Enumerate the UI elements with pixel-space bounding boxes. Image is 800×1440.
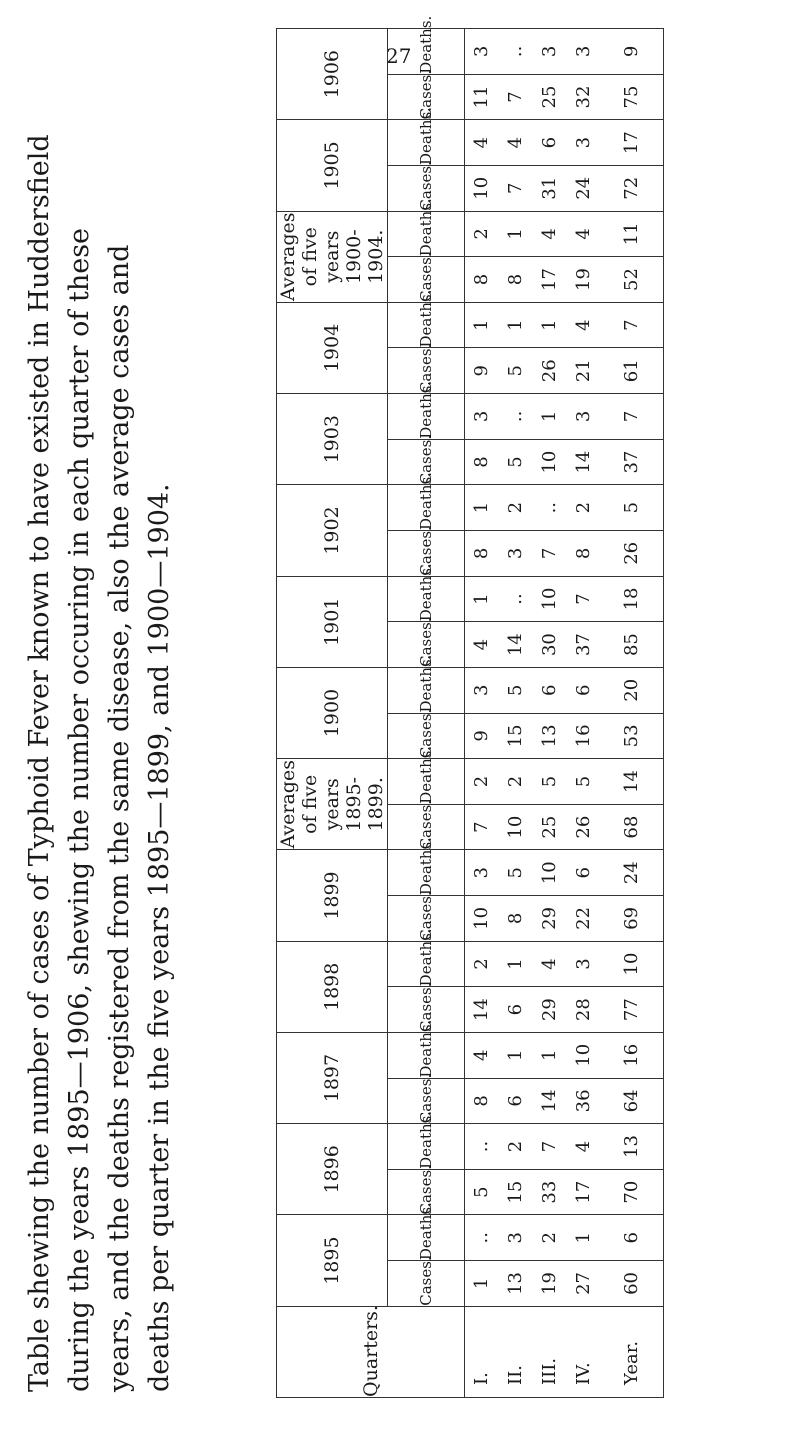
cases-values: [465, 987, 664, 1033]
cases-header: Cases.: [388, 1078, 465, 1124]
cases-value: 6: [505, 1003, 526, 1016]
deaths-value: ..: [539, 501, 560, 514]
deaths-values: [465, 576, 664, 622]
cases-header: Cases.: [388, 804, 465, 850]
cases-value: 8: [505, 273, 526, 286]
deaths-header: Deaths.: [388, 1124, 465, 1170]
cases-value: 9: [471, 365, 492, 377]
deaths-value: 1: [573, 1232, 594, 1244]
table-caption: [20, 92, 180, 1392]
deaths-values: [465, 1215, 664, 1261]
cases-values: [465, 713, 664, 759]
deaths-total: 13: [621, 1135, 642, 1158]
deaths-value: ..: [471, 1140, 492, 1153]
year-header-row: [277, 29, 388, 1398]
cases-value: 24: [573, 176, 594, 200]
cases-values: [465, 439, 664, 485]
deaths-value: 7: [539, 1140, 560, 1153]
cases-header: Cases.: [388, 622, 465, 668]
deaths-value: 1: [505, 228, 526, 240]
cases-values: [465, 1169, 664, 1215]
cases-value: 26: [539, 359, 560, 383]
deaths-value: 1: [539, 1049, 560, 1061]
cases-value: 7: [505, 91, 526, 103]
year-header: 1901: [277, 576, 388, 667]
deaths-value: 3: [573, 410, 594, 423]
deaths-values: [465, 302, 664, 348]
year-header: 1899: [277, 850, 388, 941]
deaths-value: 1: [539, 319, 560, 331]
cases-header: Cases.: [388, 257, 465, 303]
cases-value: 28: [573, 998, 594, 1022]
cases-value: 1: [471, 1277, 492, 1290]
deaths-values: [465, 759, 664, 805]
deaths-total: 11: [621, 222, 642, 246]
deaths-header: Deaths.: [388, 667, 465, 713]
deaths-value: 4: [573, 319, 594, 331]
quarters-header: Quarters.: [277, 1306, 465, 1397]
cases-header: Cases.: [388, 165, 465, 211]
deaths-header: Deaths.: [388, 1032, 465, 1078]
deaths-total: 17: [621, 131, 642, 155]
cases-total: 75: [621, 85, 642, 109]
deaths-value: 4: [471, 1049, 492, 1061]
deaths-value: 4: [573, 228, 594, 240]
deaths-values: [465, 850, 664, 896]
cases-value: 4: [471, 638, 492, 651]
cases-value: 33: [539, 1180, 560, 1204]
cases-value: 15: [505, 1180, 526, 1204]
cases-value: 17: [573, 1180, 594, 1204]
cases-values: [465, 74, 664, 120]
deaths-value: 6: [573, 867, 594, 879]
cases-value: 14: [505, 633, 526, 657]
cases-value: 5: [505, 456, 526, 468]
cases-header: Cases.: [388, 1169, 465, 1215]
cases-value: 13: [505, 1271, 526, 1295]
cases-value: 7: [505, 182, 526, 195]
typhoid-table: [276, 15, 664, 1398]
cases-header: Cases.: [388, 531, 465, 577]
deaths-total: 18: [621, 587, 642, 611]
cases-value: 21: [573, 359, 594, 383]
deaths-value: 3: [471, 410, 492, 423]
cases-value: 19: [573, 268, 594, 291]
deaths-value: 2: [505, 775, 526, 788]
deaths-value: 1: [505, 319, 526, 331]
year-header: Averages of five years 1900-1904.: [277, 212, 387, 301]
deaths-value: 5: [539, 775, 560, 788]
cases-values: [465, 165, 664, 211]
deaths-header: Deaths.: [388, 485, 465, 531]
deaths-value: 4: [471, 136, 492, 149]
deaths-value: ..: [505, 45, 526, 58]
cases-value: 25: [539, 815, 560, 839]
year-header: 1906: [277, 29, 388, 120]
page-number: 27: [386, 44, 412, 68]
cases-values: [465, 622, 664, 668]
cases-value: 29: [539, 906, 560, 930]
cases-value: 36: [573, 1089, 594, 1113]
cases-header: Cases.: [388, 713, 465, 759]
cases-header: Cases.: [388, 439, 465, 485]
deaths-total: 10: [621, 952, 642, 976]
cases-value: 8: [471, 1095, 492, 1107]
deaths-value: 3: [573, 136, 594, 149]
quarter-label: IV.: [573, 1362, 594, 1385]
year-header: 1905: [277, 120, 388, 211]
cases-value: 14: [573, 450, 594, 474]
year-header: 1900: [277, 667, 388, 758]
deaths-values: [465, 1124, 664, 1170]
deaths-total: 7: [621, 410, 642, 423]
cases-total: 37: [621, 450, 642, 474]
cases-total: 26: [621, 541, 642, 565]
deaths-values: [465, 120, 664, 166]
cases-header: Cases.: [388, 74, 465, 120]
cases-values: [465, 896, 664, 942]
caption-line: Table shewing the number of cases of Typhoid Fever known to have existed in Huddersfield: [24, 134, 55, 1392]
deaths-value: 7: [573, 593, 594, 605]
cases-value: 3: [505, 547, 526, 560]
deaths-value: 2: [505, 501, 526, 514]
cases-total: 72: [621, 176, 642, 200]
deaths-value: 5: [505, 867, 526, 879]
deaths-value: 1: [471, 319, 492, 331]
cases-total: 69: [621, 906, 642, 930]
deaths-value: 2: [471, 958, 492, 970]
year-header: 1897: [277, 1032, 388, 1123]
deaths-values: [465, 29, 664, 75]
deaths-header: Deaths.: [388, 120, 465, 166]
deaths-total: 9: [621, 45, 642, 58]
cases-header: Cases.: [388, 348, 465, 394]
cases-values: [465, 1261, 664, 1307]
caption-line: during the years 1895—1906, shewing the number occuring in each quarter of these: [64, 227, 95, 1392]
deaths-value: 10: [573, 1043, 594, 1067]
deaths-value: 3: [539, 45, 560, 58]
deaths-value: ..: [505, 410, 526, 423]
cases-value: 11: [471, 85, 492, 109]
deaths-values: [465, 941, 664, 987]
cases-value: 16: [573, 724, 594, 748]
deaths-total: 24: [621, 861, 642, 885]
cases-value: 26: [573, 815, 594, 839]
cases-total: 85: [621, 633, 642, 657]
quarters-row: [465, 29, 664, 1398]
cases-value: 10: [505, 815, 526, 839]
cases-total: 61: [621, 359, 642, 383]
year-total-label: Year.: [621, 1340, 642, 1385]
cases-value: 7: [471, 821, 492, 833]
deaths-header: Deaths.: [388, 394, 465, 440]
deaths-value: 1: [471, 593, 492, 605]
deaths-value: 1: [505, 1049, 526, 1061]
cases-total: 64: [621, 1089, 642, 1113]
cases-value: 9: [471, 730, 492, 742]
deaths-total: 5: [621, 501, 642, 514]
deaths-value: 5: [573, 775, 594, 788]
deaths-value: 1: [505, 958, 526, 970]
cases-value: 32: [573, 85, 594, 109]
deaths-values: [465, 394, 664, 440]
cases-total: 70: [621, 1180, 642, 1204]
cases-value: 27: [573, 1271, 594, 1295]
deaths-value: 3: [471, 867, 492, 879]
quarter-label: II.: [505, 1365, 526, 1385]
deaths-header: Deaths.: [388, 759, 465, 805]
quarter-label: III.: [539, 1357, 560, 1385]
cases-value: 25: [539, 85, 560, 109]
cases-value: 10: [471, 906, 492, 930]
caption-line: years, and the deaths registered from the same disease, also the average cases and: [104, 244, 135, 1392]
deaths-header: Deaths.: [388, 211, 465, 257]
deaths-value: 6: [539, 684, 560, 696]
cases-value: 14: [471, 998, 492, 1022]
deaths-value: 6: [539, 136, 560, 149]
cases-value: 13: [539, 724, 560, 748]
deaths-value: ..: [505, 593, 526, 605]
cases-values: [465, 348, 664, 394]
cases-total: 77: [621, 998, 642, 1022]
deaths-values: [465, 485, 664, 531]
deaths-value: 4: [505, 136, 526, 149]
caption-line: deaths per quarter in the five years 1895—1899, and 1900—1904.: [144, 483, 175, 1392]
deaths-value: 3: [505, 1232, 526, 1244]
cases-values: [465, 257, 664, 303]
year-header: 1896: [277, 1124, 388, 1215]
cases-values: [465, 1078, 664, 1124]
deaths-value: ..: [471, 1232, 492, 1244]
cases-value: 31: [539, 176, 560, 200]
cases-value: 8: [471, 273, 492, 286]
cases-total: 68: [621, 815, 642, 839]
cases-value: 19: [539, 1271, 560, 1295]
deaths-total: 16: [621, 1043, 642, 1067]
cases-value: 22: [573, 906, 594, 930]
deaths-value: 4: [539, 958, 560, 970]
deaths-value: 6: [573, 684, 594, 696]
deaths-value: 4: [573, 1140, 594, 1153]
cases-header: Cases.: [388, 987, 465, 1033]
cases-value: 30: [539, 633, 560, 657]
deaths-value: 2: [471, 228, 492, 240]
deaths-values: [465, 211, 664, 257]
year-header: 1895: [277, 1215, 388, 1306]
deaths-total: 6: [621, 1232, 642, 1244]
deaths-total: 14: [621, 770, 642, 793]
cases-value: 8: [505, 912, 526, 925]
cases-value: 15: [505, 724, 526, 748]
deaths-header: Deaths.: [388, 850, 465, 896]
deaths-values: [465, 1032, 664, 1078]
quarter-label: I.: [471, 1372, 492, 1385]
cases-total: 52: [621, 268, 642, 291]
cases-header: Cases.: [388, 1261, 465, 1307]
cases-value: 10: [539, 450, 560, 474]
deaths-value: 5: [505, 684, 526, 696]
cases-value: 7: [539, 547, 560, 560]
deaths-value: 4: [539, 228, 560, 240]
cases-value: 17: [539, 268, 560, 291]
year-header: 1904: [277, 302, 388, 393]
deaths-header: Deaths.: [388, 941, 465, 987]
cases-values: [465, 531, 664, 577]
deaths-header: Deaths.: [388, 576, 465, 622]
cases-header: Cases.: [388, 896, 465, 942]
cases-value: 5: [505, 365, 526, 377]
cases-total: 60: [621, 1271, 642, 1295]
cases-value: 37: [573, 633, 594, 657]
cases-value: 8: [471, 547, 492, 560]
cases-value: 10: [471, 176, 492, 200]
deaths-header: Deaths.: [388, 1215, 465, 1261]
deaths-header: Deaths.: [388, 302, 465, 348]
quarters-cell: [465, 1306, 664, 1397]
cases-value: 29: [539, 998, 560, 1022]
deaths-header: Deaths.: [388, 29, 465, 75]
deaths-value: 10: [539, 587, 560, 611]
year-header: 1902: [277, 485, 388, 576]
cases-value: 5: [471, 1186, 492, 1198]
deaths-total: 7: [621, 319, 642, 331]
cases-value: 14: [539, 1089, 560, 1113]
deaths-value: 10: [539, 861, 560, 885]
year-header: 1898: [277, 941, 388, 1032]
deaths-values: [465, 667, 664, 713]
deaths-value: 3: [471, 45, 492, 58]
deaths-value: 1: [471, 501, 492, 514]
year-header: 1903: [277, 394, 388, 485]
subheader-row: [388, 29, 465, 1398]
deaths-value: 2: [539, 1232, 560, 1244]
deaths-value: 3: [471, 684, 492, 696]
cases-total: 53: [621, 724, 642, 748]
deaths-value: 2: [573, 501, 594, 514]
cases-value: 8: [471, 456, 492, 468]
deaths-value: 2: [471, 775, 492, 788]
deaths-value: 1: [539, 410, 560, 423]
deaths-value: 3: [573, 958, 594, 970]
deaths-value: 2: [505, 1140, 526, 1153]
cases-values: [465, 804, 664, 850]
cases-value: 8: [573, 547, 594, 560]
cases-value: 6: [505, 1095, 526, 1107]
deaths-value: 3: [573, 45, 594, 58]
deaths-total: 20: [621, 678, 642, 702]
year-header: Averages of five years 1895-1899.: [277, 760, 387, 849]
